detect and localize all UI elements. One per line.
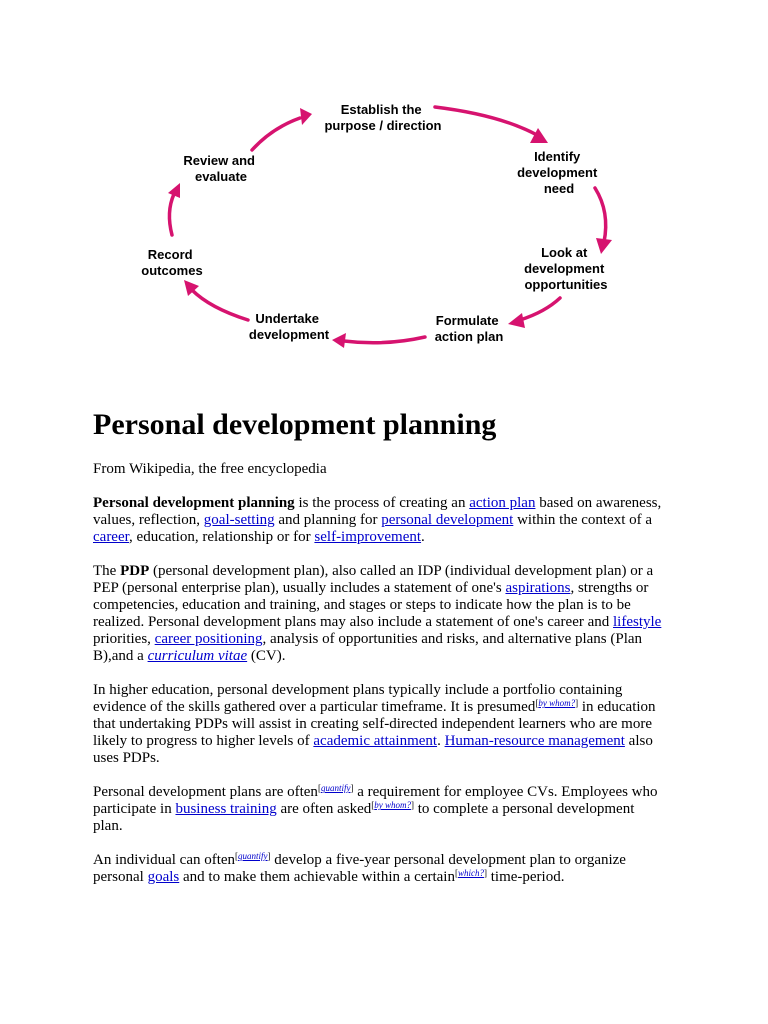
step-undertake-development: Undertake development <box>248 311 330 342</box>
cycle-arrow-1 <box>435 107 537 135</box>
step-establish-purpose: Establish the purpose / direction <box>324 102 442 133</box>
tag-quantify[interactable]: quantify <box>238 851 268 861</box>
cycle-arrow-6 <box>169 194 174 235</box>
text-span: , strengths or competencies, education and training, and stages or steps to indicate how the plan is to be realized. Personal development plans may also include a statement of one's career and <box>93 580 649 630</box>
cycle-arrow-7 <box>252 118 300 150</box>
step-look-at-opportunities: Look at development opportunities <box>524 245 608 292</box>
article <box>93 402 663 886</box>
text-span: and planning for <box>274 512 382 528</box>
page-title: Personal development planning <box>93 408 497 441</box>
cycle-arrowhead-1 <box>530 128 548 143</box>
paragraph-definition <box>93 495 663 546</box>
text-span: , education, relationship or for <box>129 529 315 545</box>
step-record-outcomes: Record outcomes <box>141 247 203 278</box>
text-span: a requirement for employee CVs. Employees who participate in <box>93 784 658 817</box>
link-action-plan[interactable]: action plan <box>469 495 536 511</box>
paragraph-employee-cvs <box>93 784 663 835</box>
link-curriculum-vitae[interactable]: curriculum vitae <box>147 648 248 664</box>
link-academic-attainment[interactable]: academic attainment <box>313 733 438 749</box>
step-review-evaluate: Review and evaluate <box>183 153 255 184</box>
cycle-arrow-3 <box>520 298 560 320</box>
text-span: to complete a personal development plan. <box>93 801 635 834</box>
text-span: An individual can often <box>93 852 236 868</box>
text-span: in education that undertaking PDPs will assist in creating self-directed independent learners who are more likely to progress to higher levels of <box>93 699 656 749</box>
link-career[interactable]: career <box>93 529 130 545</box>
text-span: based on awareness, values, reflection, <box>93 495 662 528</box>
text-span: are often asked <box>276 801 372 817</box>
link-lifestyle[interactable]: lifestyle <box>613 614 662 630</box>
cycle-arrowhead-2 <box>596 238 612 254</box>
citation-tag: [quantify] <box>235 851 271 861</box>
paragraph-higher-education <box>93 682 663 767</box>
text-span: and to make them achievable within a certain <box>179 869 455 885</box>
step-identify-need: Identify development need <box>517 149 598 196</box>
page-subtitle: From Wikipedia, the free encyclopedia <box>93 461 327 477</box>
cycle-arrowhead-4 <box>332 333 346 348</box>
text-span: (CV). <box>247 648 286 664</box>
text-span: Personal development plans are often <box>93 784 318 800</box>
text-span: . <box>437 733 445 749</box>
tag-quantify[interactable]: quantify <box>320 783 351 793</box>
link-goal-setting[interactable]: goal-setting <box>203 512 275 528</box>
term-bold: Personal development planning <box>93 495 295 511</box>
text-span: . <box>421 529 425 545</box>
text-span: time-period. <box>486 869 565 885</box>
link-business-training[interactable]: business training <box>175 801 277 817</box>
link-hr-management[interactable]: Human-resource management <box>444 733 625 749</box>
text-span: (personal development plan), also called an IDP (individual development plan) or a PEP (personal enterprise plan), usually includes a statement of one's <box>93 563 654 596</box>
text-span: develop a five-year personal development plan to organize personal <box>93 852 626 885</box>
tag-which[interactable]: which? <box>457 868 484 878</box>
link-aspirations[interactable]: aspirations <box>505 580 571 596</box>
tag-by-whom[interactable]: by whom? <box>538 698 576 708</box>
term-pdp: PDP <box>120 563 150 579</box>
text-span: priorities, <box>93 631 155 647</box>
cycle-arrow-2 <box>595 188 606 242</box>
cycle-arrowhead-7 <box>300 108 312 125</box>
cycle-arrowhead-3 <box>508 313 525 328</box>
text-span: The <box>93 563 121 579</box>
cycle-arrow-5 <box>192 290 248 320</box>
paragraph-five-year-plan <box>93 852 663 886</box>
pdp-cycle-diagram <box>0 0 768 380</box>
link-goals[interactable]: goals <box>147 869 180 885</box>
citation-tag: [by whom?] <box>371 800 415 810</box>
citation-tag: [by whom?] <box>535 698 579 708</box>
tag-by-whom[interactable]: by whom? <box>374 800 412 810</box>
link-personal-development[interactable]: personal development <box>381 512 514 528</box>
step-formulate-action-plan: Formulate action plan <box>434 313 504 344</box>
text-span: In higher education, personal development plans typically include a portfolio containing evidence of the skills gathered over a particular timeframe. It is presumed <box>93 682 623 715</box>
link-career-positioning[interactable]: career positioning <box>154 631 263 647</box>
text-span: is the process of creating an <box>294 495 470 511</box>
text-span: within the context of a <box>513 512 653 528</box>
text-span: , analysis of opportunities and risks, and alternative plans (Plan B),and a <box>93 631 643 664</box>
paragraph-pdp <box>93 563 663 665</box>
cycle-arrow-4 <box>344 337 425 343</box>
citation-tag: [quantify] <box>317 783 354 793</box>
citation-tag: [which?] <box>454 868 487 878</box>
link-self-improvement[interactable]: self-improvement <box>314 529 422 545</box>
text-span: also uses PDPs. <box>93 733 653 766</box>
